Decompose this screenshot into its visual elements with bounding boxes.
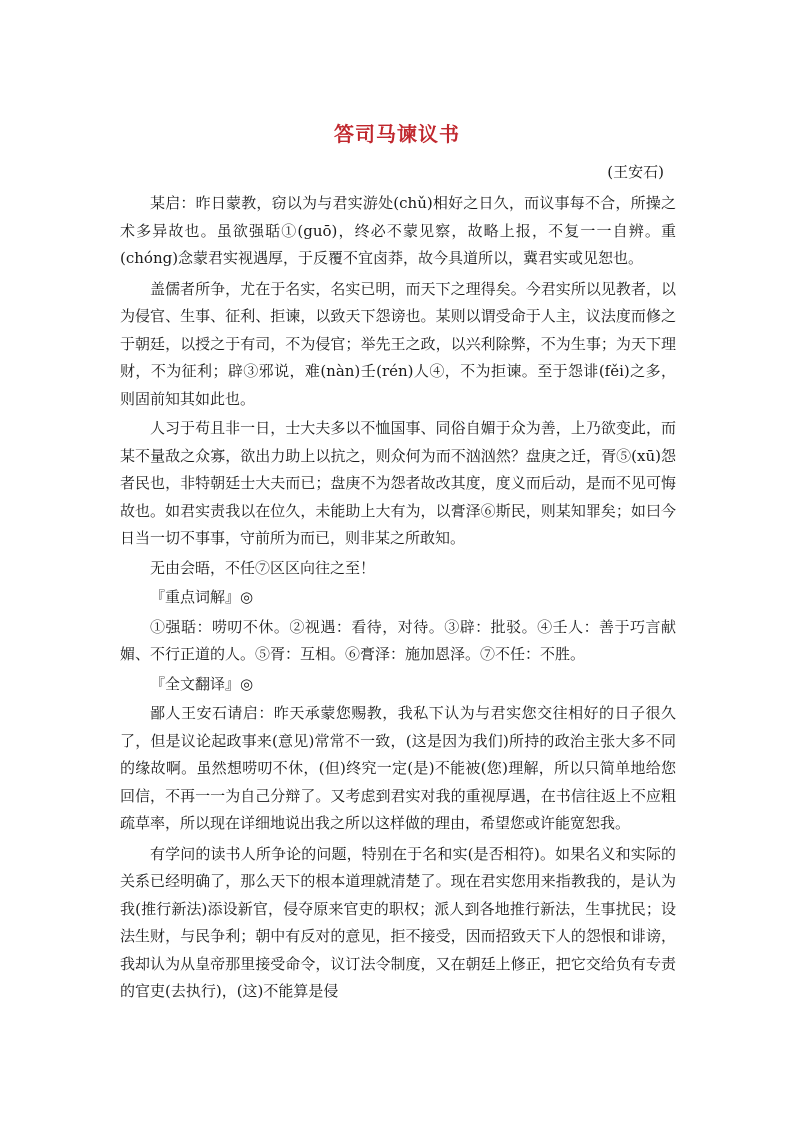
paragraph-preface: 某启：昨日蒙教，窃以为与君实游处(chǔ)相好之日久，而议事每不合，所操之术多异故也。虽欲强聒①(guō)，终必不蒙见察，故略上报，不复一一自辨。重(chóng)念蒙君实视遇厚，于反覆不宜卤莽，故今具道所以，冀君实或见恕也。: [120, 194, 676, 267]
paragraph-translation-2: 有学问的读书人所争论的问题，特别在于名和实(是否相符)。如果名义和实际的关系已经明确了，那么天下的根本道理就清楚了。现在君实您用来指教我的，是认为我(推行新法)添设新官，侵夺原来官吏的职权；派人到各地推行新法，生事扰民；设法生财，与民争利；朝中有反对的意见，拒不接受，因而招致天下人的怨恨和诽谤，我却认为从皇帝那里接受命令，议订法令制度，又在朝廷上修正，把它交给负有专责的官吏(去执行)，(这)不能算是侵: [120, 844, 676, 1000]
paragraph-translation-1: 鄙人王安石请启：昨天承蒙您赐教，我私下认为与君实您交往相好的日子很久了，但是议论起政事来(意见)常常不一致，(这是因为我们)所持的政治主张大多不同的缘故啊。虽然想唠叨不休，(但)终究一定(是)不能被(您)理解，所以只简单地给您回信，不再一一为自己分辩了。又考虑到君实对我的重视厚遇，在书信往返上不应粗疏草率，所以现在详细地说出我之所以这样做的理由，希望您或许能宽恕我。: [120, 704, 676, 832]
section-heading-translation: 『全文翻译』◎: [150, 674, 254, 693]
document-body: [120, 190, 676, 1006]
paragraph-argument: 盖儒者所争，尤在于名实，名实已明，而天下之理得矣。今君实所以见教者，以为侵官、生事、征利、拒谏，以致天下怨谤也。某则以谓受命于人主，议法度而修之于朝廷，以授之于有司，不为侵官；举先王之政，以兴利除弊，不为生事；为天下理财，不为征利；辟③邪说，难(nàn)壬(rén)人④，不为拒谏。至于怨诽(fěi)之多，则固前知其如此也。: [120, 279, 676, 408]
document-title: 答司马谏议书: [334, 122, 460, 146]
paragraph-closing: 无由会晤，不任⑦区区向往之至！: [150, 558, 376, 577]
paragraph-reform: 人习于苟且非一日，士大夫多以不恤国事、同俗自媚于众为善，上乃欲变此，而某不量敌之众寡，欲出力助上以抗之，则众何为而不汹汹然？盘庚之迁，胥⑤(xū)怨者民也，非特朝廷士大夫而已；盘庚不为怨者故改其度，度义而后动，是而不见可悔故也。如君实责我以在位久，未能助上大有为，以膏泽⑥斯民，则某知罪矣；如曰今日当一切不事事，守前所为而已，则非某之所敢知。: [120, 419, 676, 547]
author-name: (王安石): [607, 163, 664, 181]
section-heading-key-terms: 『重点词解』◎: [150, 588, 254, 606]
paragraph-key-terms: ①强聒：唠叨不休。②视遇：看待，对待。③辟：批驳。④壬人：善于巧言献媚、不行正道的人。⑤胥：互相。⑥膏泽：施加恩泽。⑦不任：不胜。: [120, 617, 676, 663]
